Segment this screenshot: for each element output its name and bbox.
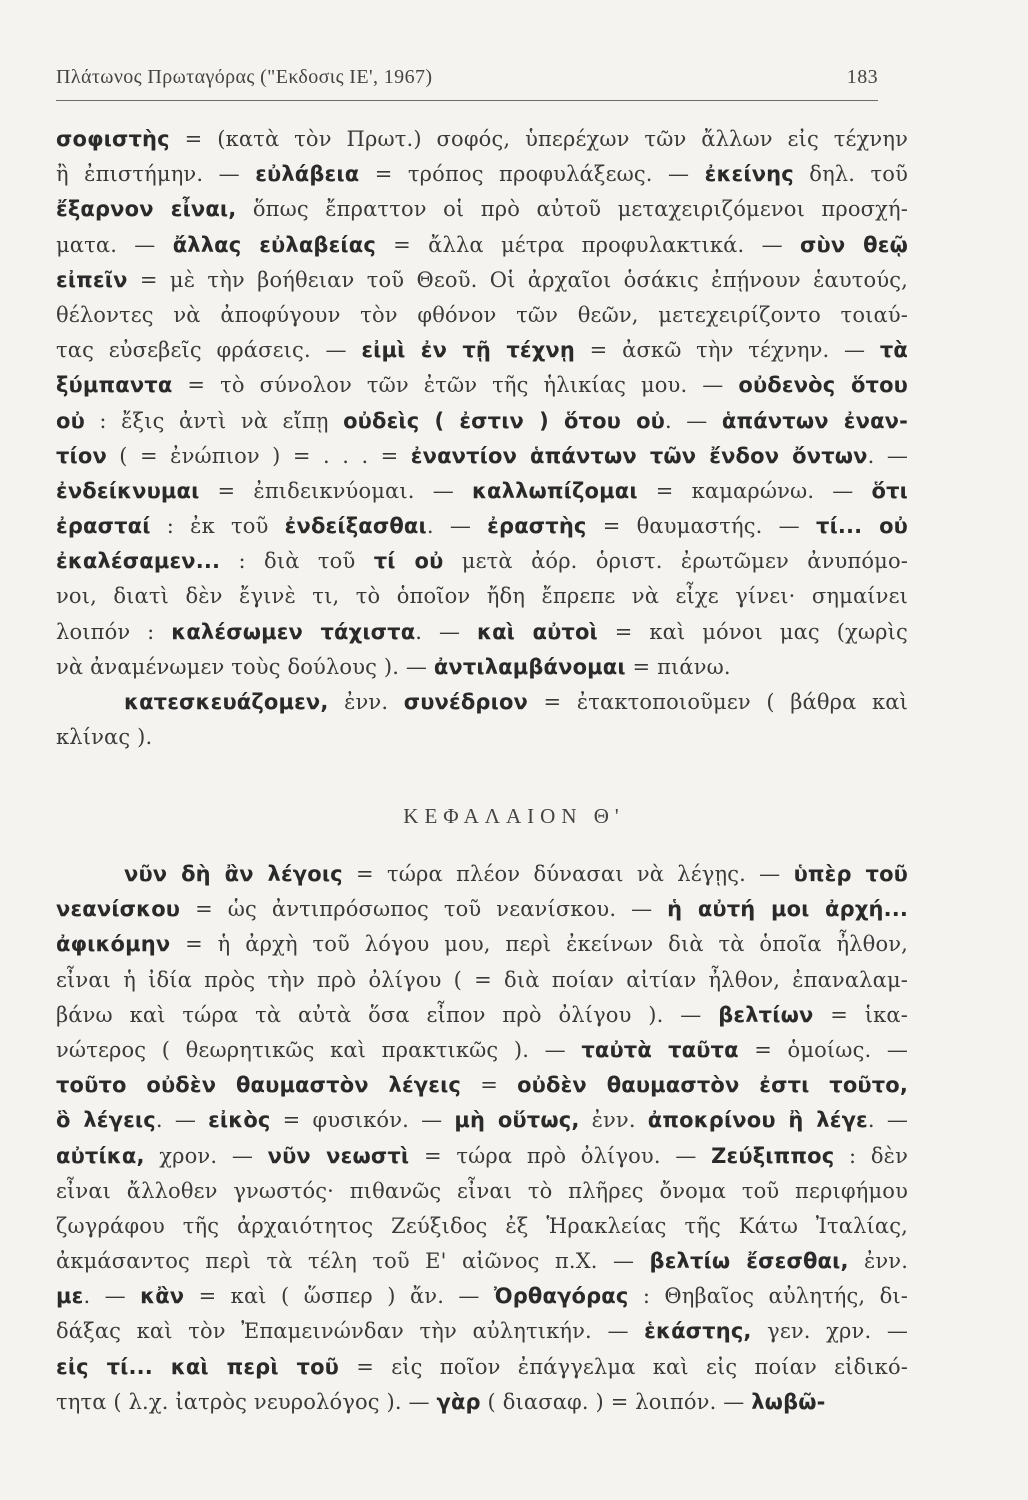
gloss-text: δηλ. τοῦ	[793, 162, 909, 187]
gloss-text: τητα ( λ.χ. ἰατρὸς νευρολόγος ). —	[56, 1389, 437, 1414]
lemma: Ὀρθαγόρας	[493, 1284, 629, 1309]
lemma: κατεσκευάζομεν,	[124, 690, 329, 714]
gloss-text: . —	[867, 1108, 908, 1133]
lemma: καλλωπίζομαι	[471, 478, 638, 503]
lemma: ὑπὲρ τοῦ	[793, 862, 908, 886]
gloss-text: = καμαρώνω. —	[637, 478, 872, 503]
text-line	[56, 1103, 908, 1138]
running-header	[56, 62, 878, 101]
text-line	[56, 192, 908, 227]
lemma: τὰ	[879, 338, 908, 363]
lemma: ἐνδείκνυμαι	[56, 478, 200, 503]
gloss-text: ζωγράφου τῆς ἀρχαιότητος Ζεύξιδος ἐξ Ἡρακλείας τῆς Κάτω Ἰταλίας,	[56, 1213, 908, 1238]
text-line	[56, 544, 908, 579]
text-line	[56, 927, 908, 962]
lemma: ἑκάστης,	[644, 1319, 752, 1344]
lemma: Ζεύξιππος	[711, 1143, 835, 1168]
gloss-text: = ἐπιδεικνύομαι. —	[199, 478, 472, 503]
text-line	[56, 333, 908, 368]
gloss-text: = (κατὰ τὸν Πρωτ.) σοφός, ὑπερέχων τῶν ἄλλων εἰς τέχνην	[169, 127, 908, 151]
lemma: ἀποκρίνου ἢ λέγε	[647, 1108, 868, 1133]
lemma: βελτίω ἔσεσθαι,	[649, 1249, 849, 1274]
gloss-text: ἀκμάσαντος περὶ τὰ τέλη τοῦ Ε' αἰῶνος π.Χ. —	[56, 1249, 650, 1274]
lemma: μὴ οὕτως,	[454, 1108, 580, 1133]
lemma: ἐρασταί	[56, 514, 151, 539]
gloss-text: = θαυμαστής. —	[586, 514, 817, 539]
lemma: ἐκείνης	[704, 162, 794, 187]
gloss-text: = καὶ ( ὥσπερ ) ἄν. —	[184, 1284, 494, 1309]
gloss-text: : διὰ τοῦ	[220, 549, 374, 574]
text-line	[56, 1139, 908, 1174]
gloss-text: = ἱκα-	[813, 1002, 909, 1027]
text-line	[56, 122, 908, 157]
gloss-text: εἶναι ἡ ἰδία πρὸς τὴν πρὸ ὀλίγου ( = διὰ ποίαν αἰτίαν ἦλθον, ἐπαναλαμ-	[56, 967, 908, 992]
lemma: καλέσωμεν τάχιστα	[171, 619, 416, 644]
gloss-text: = ἄλλα μέτρα προφυλακτικά. —	[375, 232, 800, 257]
text-line	[56, 685, 908, 720]
lemma: συνέδριον	[403, 690, 528, 714]
lemma: σὺν θεῷ	[800, 232, 908, 257]
lemma: αὐτίκα,	[56, 1143, 145, 1168]
text-line	[56, 963, 908, 998]
lemma: βελτίων	[718, 1002, 814, 1027]
gloss-text: . —	[415, 619, 478, 644]
gloss-text: . —	[426, 514, 488, 539]
lemma: τοῦτο οὐδὲν θαυμαστὸν λέγεις	[56, 1073, 462, 1098]
lemma: νεανίσκου	[56, 897, 181, 922]
lemma: τίον	[56, 443, 107, 468]
gloss-text: νὰ ἀναμένωμεν τοὺς δούλους ). —	[56, 654, 434, 679]
gloss-text: = πιάνω.	[625, 654, 731, 679]
lemma: ὅτι	[871, 478, 908, 503]
lemma: με	[56, 1284, 84, 1309]
gloss-text: . —	[83, 1284, 141, 1309]
gloss-text: γεν. χρν. —	[751, 1319, 908, 1344]
lemma: ξύμπαντα	[56, 373, 173, 398]
page-number: 183	[846, 66, 878, 88]
text-line	[56, 720, 908, 755]
lemma: ἐκαλέσαμεν...	[56, 549, 221, 574]
lemma: ἐνδείξασθαι	[284, 514, 427, 539]
gloss-text: ἐνν.	[848, 1249, 909, 1274]
gloss-text: ( = ἐνώπιον ) = . . . =	[106, 443, 411, 468]
gloss-text: = τὸ σύνολον τῶν ἐτῶν τῆς ἡλικίας μου. —	[172, 373, 739, 398]
lemma: οὐδὲν θαυμαστὸν ἐστι τοῦτο,	[517, 1073, 908, 1098]
lemma: καὶ αὐτοὶ	[477, 619, 598, 644]
gloss-text: εἶναι ἄλλοθεν γνωστός· πιθανῶς εἶναι τὸ πλῆρες ὄνομα τοῦ περιφήμου	[56, 1178, 908, 1203]
gloss-text: νώτερος ( θεωρητικῶς καὶ πρακτικῶς ). —	[56, 1037, 582, 1062]
text-line	[56, 1279, 908, 1314]
lemma: οὐδενὸς ὅτου	[738, 373, 908, 398]
gloss-text: = τρόπος προφυλάξεως. —	[359, 162, 705, 187]
gloss-text: = εἰς ποῖον ἐπάγγελμα καὶ εἰς ποίαν εἰδικό-	[339, 1354, 908, 1379]
gloss-text: : ἔξις ἀντὶ νὰ εἴπῃ	[84, 408, 344, 433]
gloss-text: = καὶ μόνοι μας (χωρὶς	[597, 619, 908, 644]
gloss-text: = ἐτακτοποιοῦμεν ( βάθρα καὶ	[527, 690, 908, 714]
lemma: ἄλλας εὐλαβείας	[172, 232, 376, 257]
text-line	[56, 857, 908, 892]
text-line	[56, 650, 908, 685]
gloss-text: . —	[665, 408, 722, 433]
text-line	[56, 228, 908, 263]
text-line	[56, 1068, 908, 1103]
text-line	[56, 439, 908, 474]
lemma: ἐναντίον ἁπάντων τῶν ἔνδον ὄντων	[410, 443, 868, 468]
lemma: τί οὐ	[373, 549, 444, 574]
text-line	[56, 368, 908, 403]
commentary-block-bottom	[56, 857, 908, 1420]
gloss-text: ἐνν.	[328, 690, 404, 714]
gloss-text: ὅπως ἔπραττον οἱ πρὸ αὐτοῦ μεταχειριζόμενοι προσχή-	[236, 197, 908, 222]
text-line	[56, 509, 908, 544]
text-line	[56, 1314, 908, 1349]
gloss-text: νοι, διατὶ δὲν ἔγινὲ τι, τὸ ὁποῖον ἤδη ἔπρεπε νὰ εἶχε γίνει· σημαίνει	[56, 584, 908, 609]
lemma: κἂν	[140, 1284, 185, 1309]
gloss-text: ( διασαφ. ) = λοιπόν. —	[480, 1389, 752, 1414]
text-line	[56, 579, 908, 614]
gloss-text: μετὰ ἀόρ. ὁριστ. ἐρωτῶμεν ἀνυπόμο-	[443, 549, 908, 574]
lemma: εὐλάβεια	[255, 162, 360, 187]
text-line	[56, 1244, 908, 1279]
lemma: ἔξαρνον εἶναι,	[56, 197, 237, 222]
lemma: ἐραστὴς	[487, 514, 587, 539]
text-line	[56, 404, 908, 439]
commentary-block-top	[56, 122, 908, 755]
lemma: εἰς τί... καὶ περὶ τοῦ	[56, 1354, 340, 1379]
lemma: σοφιστὴς	[56, 127, 170, 151]
lemma: νῦν δὴ ἂν λέγοις	[124, 862, 343, 886]
gloss-text: . —	[155, 1108, 209, 1133]
gloss-text: : ἐκ τοῦ	[150, 514, 285, 539]
gloss-text: ματα. —	[56, 232, 173, 257]
gloss-text: = ὡς ἀντιπρόσωπος τοῦ νεανίσκου. —	[180, 897, 668, 922]
gloss-text: =	[461, 1073, 518, 1098]
gloss-text: χρον. —	[144, 1143, 268, 1168]
lemma: εἰπεῖν	[56, 267, 128, 292]
text-line	[56, 298, 908, 333]
lemma: ἡ αὐτή μοι ἀρχή...	[667, 897, 908, 922]
text-line	[56, 892, 908, 927]
header-title: Πλάτωνος Πρωταγόρας ("Εκδοσις ΙΕ', 1967)	[56, 66, 433, 88]
lemma: λωβῶ-	[751, 1389, 826, 1414]
text-line	[56, 615, 908, 650]
gloss-text: δάξας καὶ τὸν Ἐπαμεινώνδαν τὴν αὐλητικήν. —	[56, 1319, 645, 1344]
text-line	[56, 1033, 908, 1068]
text-line	[56, 1385, 908, 1420]
gloss-text: . —	[867, 443, 908, 468]
gloss-text: ἢ ἐπιστήμην. —	[56, 162, 256, 187]
text-line	[56, 263, 908, 298]
lemma: νῦν νεωστὶ	[267, 1143, 410, 1168]
gloss-text: = ἡ ἀρχὴ τοῦ λόγου μου, περὶ ἐκείνων διὰ τὰ ὁποῖα ἦλθον,	[170, 932, 908, 957]
lemma: οὐ	[56, 408, 85, 433]
gloss-text: κλίνας ).	[56, 725, 153, 750]
text-line	[56, 1350, 908, 1385]
text-line	[56, 474, 908, 509]
gloss-text: : δὲν	[834, 1143, 908, 1168]
gloss-text: = τώρα πλέον δύνασαι νὰ λέγῃς. —	[342, 862, 794, 886]
lemma: ὃ λέγεις	[56, 1108, 156, 1133]
lemma: γὰρ	[436, 1389, 481, 1414]
gloss-text: βάνω καὶ τώρα τὰ αὐτὰ ὅσα εἶπον πρὸ ὀλίγου ). —	[56, 1002, 719, 1027]
gloss-text: θέλοντες νὰ ἀποφύγουν τὸν φθόνον τῶν θεῶν, μετεχειρίζοντο τοιαύ-	[56, 302, 908, 327]
text-line	[56, 1174, 908, 1209]
gloss-text: : Θηβαῖος αὐλητής, δι-	[628, 1284, 908, 1309]
gloss-text: = μὲ τὴν βοήθειαν τοῦ Θεοῦ. Οἱ ἀρχαῖοι ὁσάκις ἐπῄνουν ἑαυτούς,	[127, 267, 908, 292]
gloss-text: = ἀσκῶ τὴν τέχνην. —	[574, 338, 880, 363]
text-line	[56, 998, 908, 1033]
gloss-text: = τώρα πρὸ ὀλίγου. —	[409, 1143, 712, 1168]
gloss-text: = ὁμοίως. —	[738, 1037, 909, 1062]
lemma: ἁπάντων ἐναν-	[721, 408, 908, 433]
gloss-text: ἐνν.	[579, 1108, 648, 1133]
gloss-text: = φυσικόν. —	[270, 1108, 455, 1133]
chapter-heading: ΚΕΦΑΛΑΙΟΝ Θ'	[403, 804, 625, 828]
lemma: ἀφικόμην	[56, 932, 171, 957]
lemma: οὐδεὶς ( ἐστιν ) ὅτου οὐ	[343, 408, 665, 433]
lemma: εἰκὸς	[208, 1108, 271, 1133]
gloss-text: λοιπόν :	[56, 619, 172, 644]
lemma: εἰμὶ ἐν τῇ τέχνῃ	[361, 338, 575, 363]
text-line	[56, 1209, 908, 1244]
lemma: ταὐτὰ ταῦτα	[581, 1037, 739, 1062]
lemma: ἀντιλαμβάνομαι	[433, 654, 626, 679]
lemma: τί... οὐ	[816, 514, 908, 539]
gloss-text: τας εὐσεβεῖς φράσεις. —	[56, 338, 362, 363]
text-line	[56, 157, 908, 192]
